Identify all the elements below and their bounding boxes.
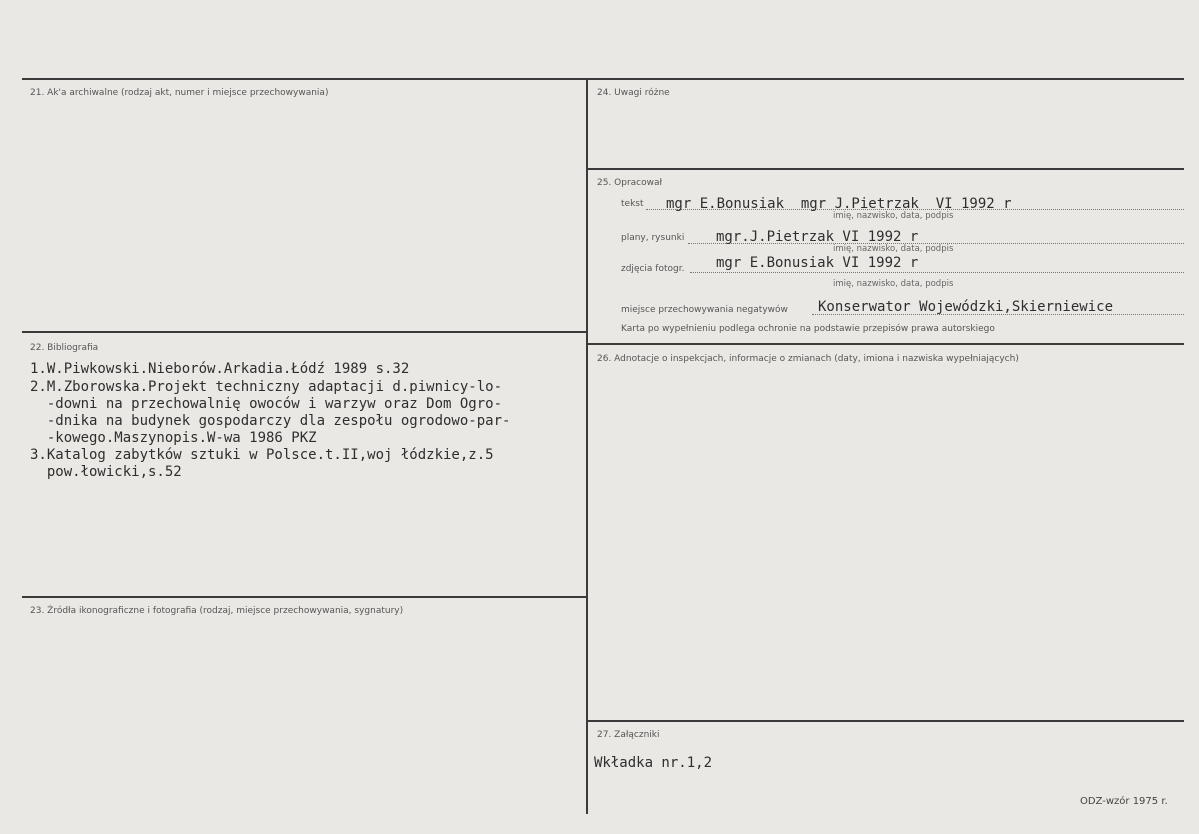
copyright-note: Karta po wypełnieniu podlega ochronie na podstawie przepisów prawa autorskiego <box>621 324 995 334</box>
attachments-value: Wkładka nr.1,2 <box>594 755 713 771</box>
bibliography-line-6: 3.Katalog zabytków sztuki w Polsce.t.II,woj łódzkie,z.5 <box>30 447 494 463</box>
zdjecia-dotted-line <box>690 272 1184 273</box>
plany-label: plany, rysunki <box>621 233 685 243</box>
rule-above-section-22 <box>22 331 586 333</box>
zdjecia-value: mgr E.Bonusiak VI 1992 r <box>716 255 919 271</box>
rule-above-section-26 <box>588 343 1184 345</box>
bibliography-line-4: -dnika na budynek gospodarczy dla zespołu ogrodowo-par- <box>30 413 511 429</box>
section-21-label: 21. Ak'a archiwalne (rodzaj akt, numer i miejsce przechowywania) <box>30 88 329 98</box>
form-template-id: ODZ-wzór 1975 r. <box>1080 796 1168 807</box>
tekst-label: tekst <box>621 199 644 209</box>
zdjecia-label: zdjęcia fotogr. <box>621 264 685 274</box>
plany-hint: imię, nazwisko, data, podpis <box>833 244 954 254</box>
rule-above-section-27 <box>588 720 1184 722</box>
section-27-label: 27. Załączniki <box>597 730 660 740</box>
tekst-value: mgr E.Bonusiak mgr J.Pietrzak VI 1992 r <box>666 196 1012 212</box>
bibliography-line-3: -downi na przechowalnię owoców i warzyw oraz Dom Ogro- <box>30 396 503 412</box>
bibliography-line-7: pow.łowicki,s.52 <box>30 464 182 480</box>
section-24-label: 24. Uwagi różne <box>597 88 670 98</box>
section-23-label: 23. Źródła ikonograficzne i fotografia (rodzaj, miejsce przechowywania, sygnatury) <box>30 606 404 616</box>
plany-value: mgr.J.Pietrzak VI 1992 r <box>716 229 919 245</box>
top-rule <box>22 78 1184 80</box>
section-26-label: 26. Adnotacje o inspekcjach, informacje o zmianach (daty, imiona i nazwiska wypełniających) <box>597 354 1019 364</box>
section-25-label: 25. Opracował <box>597 178 663 188</box>
section-22-label: 22. Bibliografia <box>30 343 99 353</box>
rule-below-section-24 <box>588 168 1184 170</box>
center-divider <box>586 78 588 814</box>
bibliography-line-2: 2.M.Zborowska.Projekt techniczny adaptacji d.piwnicy-lo- <box>30 379 503 395</box>
bibliography-line-1: 1.W.Piwkowski.Nieborów.Arkadia.Łódź 1989 s.32 <box>30 361 410 377</box>
rule-above-section-23 <box>22 596 586 598</box>
tekst-hint: imię, nazwisko, data, podpis <box>833 211 954 221</box>
miejsce-label: miejsce przechowywania negatywów <box>621 305 788 315</box>
zdjecia-hint: imię, nazwisko, data, podpis <box>833 279 954 289</box>
bibliography-line-5: -kowego.Maszynopis.W-wa 1986 PKZ <box>30 430 317 446</box>
miejsce-value: Konserwator Wojewódzki,Skierniewice <box>818 299 1114 315</box>
